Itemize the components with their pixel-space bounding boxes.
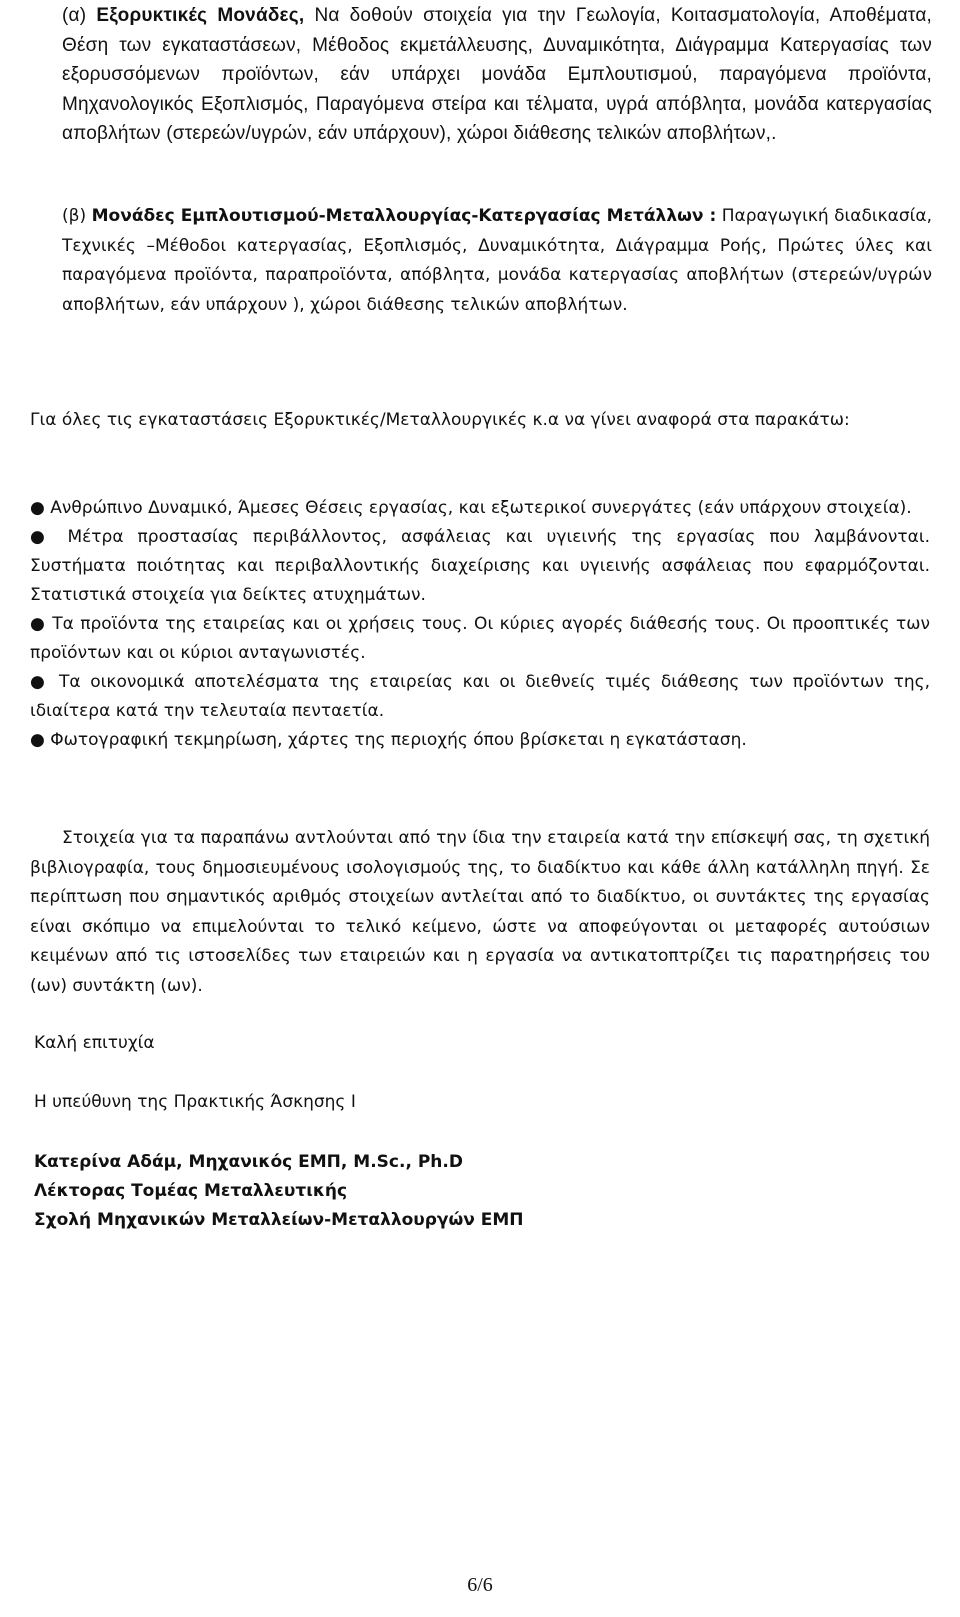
bullet-icon: ● <box>30 527 68 547</box>
responsible-line: Η υπεύθυνη της Πρακτικής Άσκησης Ι <box>34 1092 356 1112</box>
bullet-icon: ● <box>30 672 59 692</box>
list-item-text: Τα οικονομικά αποτελέσματα της εταιρείας και οι διεθνείς τιμές διάθεσης των προϊόντων της, ιδιαίτερα κατά την τελευταία πενταετία. <box>30 672 930 721</box>
list-item-text: Τα προϊόντα της εταιρείας και οι χρήσεις τους. Οι κύριες αγορές διάθεσής τους. Οι προοπτικές των προϊόντων και οι κύριοι ανταγωνιστές. <box>30 614 930 663</box>
bullet-icon: ● <box>30 614 53 634</box>
intro-paragraph: Για όλες τις εγκαταστάσεις Εξορυκτικές/Μεταλλουργικές κ.α να γίνει αναφορά στα παρακάτω: <box>30 410 850 430</box>
bullet-icon: ● <box>30 498 51 518</box>
paragraph-b-heading: Μονάδες Εμπλουτισμού-Μεταλλουργίας-Κατεργασίας Μετάλλων : <box>91 206 717 226</box>
paragraph-a <box>62 1 932 149</box>
paragraph-b <box>62 202 932 320</box>
paragraph-b-label: (β) <box>62 206 87 226</box>
list-item <box>30 523 930 610</box>
signature-title: Λέκτορας Τομέας Μεταλλευτικής <box>34 1181 348 1201</box>
signature-name: Κατερίνα Αδάμ, Μηχανικός ΕΜΠ, M.Sc., Ph.D <box>34 1152 463 1172</box>
paragraph-b-text: Παραγωγική διαδικασία, Τεχνικές –Μέθοδοι κατεργασίας, Εξοπλισμός, Δυναμικότητα, Διάγραμμα Ροής, Πρώτες ύλες και παραγόμενα προϊόντα, παραπροϊόντα, απόβλητα, μονάδα κατεργασίας αποβλήτων (στερεών/υγρών αποβλήτων, εάν υπάρχουν ), χώροι διάθεσης τελικών αποβλήτων. <box>62 206 933 315</box>
list-item-text: Ανθρώπινο Δυναμικό, Άμεσες Θέσεις εργασίας, και εξωτερικοί συνεργάτες (εάν υπάρχουν στοιχεία). <box>50 498 912 518</box>
closing-text: Στοιχεία για τα παραπάνω αντλούνται από την ίδια την εταιρεία κατά την επίσκεψή σας, τη σχετική βιβλιογραφία, τους δημοσιευμένους ισολογισμούς της, το διαδίκτυο και κάθε άλλη κατάλληλη πηγή. Σε περίπτωση που σημαντικός αριθμός στοιχείων αντλείται από το διαδίκτυο, οι συντάκτες της εργασίας είναι σκόπιμο να επιμελούνται το τελικό κείμενο, ώστε να αποφεύγονται οι μεταφορές αυτούσιων κειμένων από τις ιστοσελίδες των εταιρειών και η εργασία να αντικατοπτρίζει τις παρατηρήσεις του (ων) συντάκτη (ων). <box>30 828 930 996</box>
list-item <box>30 726 930 755</box>
signature-block <box>34 1148 524 1235</box>
bullet-list <box>30 494 930 755</box>
paragraph-a-heading: Εξορυκτικές Μονάδες, <box>96 5 305 26</box>
list-item <box>30 668 930 726</box>
paragraph-a-label: (α) <box>62 5 87 26</box>
list-item-text: Φωτογραφική τεκμηρίωση, χάρτες της περιοχής όπου βρίσκεται η εγκατάσταση. <box>50 730 747 750</box>
paragraph-a-text: Να δοθούν στοιχεία για την Γεωλογία, Κοιτασματολογία, Αποθέματα, Θέση των εγκαταστάσεων, Μέθοδος εκμετάλλευσης, Δυναμικότητα, Διάγραμμα Κατεργασίας των εξορυσσόμενων προϊόντων, εάν υπάρχει μονάδα Εμπλουτισμού, παραγόμενα προϊόντα, Μηχανολογικός Εξοπλισμός, Παραγόμενα στείρα και τέλματα, υγρά απόβλητα, μονάδα κατεργασίας αποβλήτων (στερεών/υγρών, εάν υπάρχουν), χώροι διάθεσης τελικών αποβλήτων,. <box>62 5 932 144</box>
closing-paragraph <box>30 824 930 1001</box>
list-item-text: Μέτρα προστασίας περιβάλλοντος, ασφάλειας και υγιεινής της εργασίας που λαμβάνονται. Συστήματα ποιότητας και περιβαλλοντικής διαχείρισης και υγιεινής ασφάλειας που εφαρμόζονται. Στατιστικά στοιχεία για δείκτες ατυχημάτων. <box>30 527 930 605</box>
list-item <box>30 610 930 668</box>
bullet-icon: ● <box>30 730 51 750</box>
greeting: Καλή επιτυχία <box>34 1033 155 1053</box>
signature-school: Σχολή Μηχανικών Μεταλλείων-Μεταλλουργών ΕΜΠ <box>34 1210 524 1230</box>
list-item <box>30 494 930 523</box>
page-number: 6/6 <box>467 1574 493 1596</box>
